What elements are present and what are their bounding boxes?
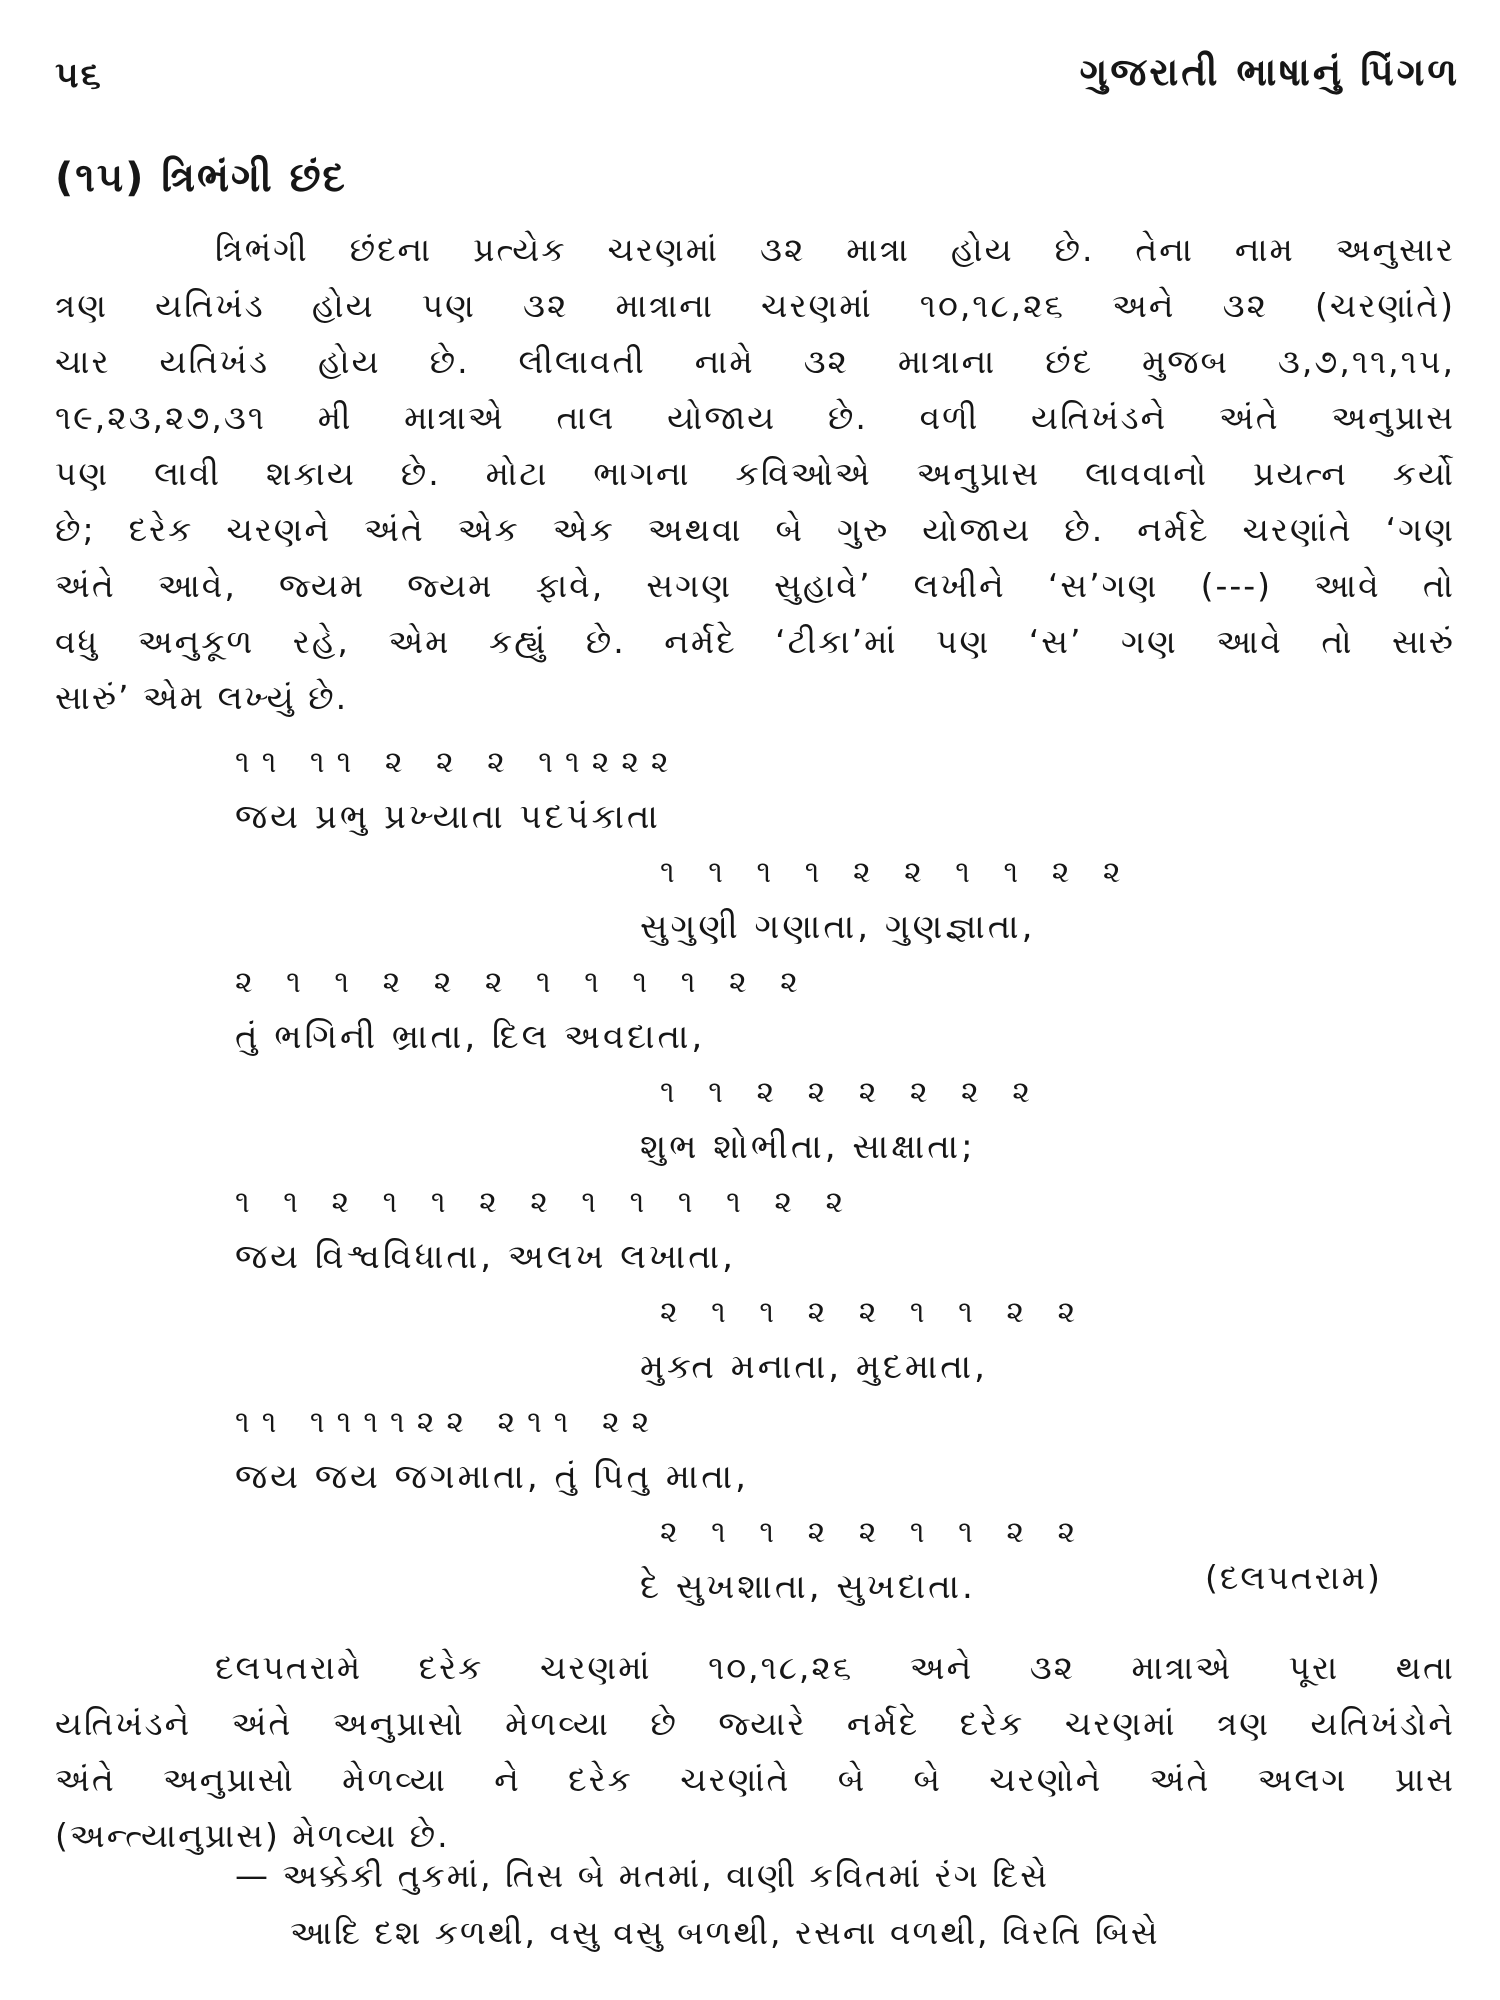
running-book-title: ગુજરાતી ભાષાનું પિંગળ [1079,50,1460,94]
intro-paragraph [55,222,1455,726]
paragraph-line: દલપતરામે દરેક ચરણમાં ૧૦,૧૮,૨૬ અને ૩૨ માત્રાએ પૂરા થતા [215,1648,1455,1687]
section-heading: (૧૫) ત્રિભંગી છંદ [55,155,347,201]
verse-line: જય જય જગમાતા, તું પિતુ માતા, [235,1457,749,1497]
paragraph-line: ત્રણ યતિખંડ હોય પણ ૩૨ માત્રાના ચરણમાં ૧૦,૧૮,૨૬ અને ૩૨ (ચરણાંતે) [55,286,1455,325]
paragraph-line: પણ લાવી શકાય છે. મોટા ભાગના કવિઓએ અનુપ્રાસ લાવવાનો પ્રયત્ન કર્યો [55,454,1455,493]
verse-scansion: ૧૧ ૧૧૧૧૨૨ ૨૧૧ ૨૨ [235,1405,662,1440]
paragraph-line: ચાર યતિખંડ હોય છે. લીલાવતી નામે ૩૨ માત્રાના છંદ મુજબ ૩,૭,૧૧,૧૫, [55,342,1455,381]
verse-scansion: ૧૧ ૧૧ ૨ ૨ ૨ ૧૧૨૨૨ [235,745,681,780]
paragraph-line: અંતે આવે, જ્યમ જ્યમ ફાવે, સગણ સુહાવે’ લખીને ‘સ’ગણ (---) આવે તો [55,566,1455,605]
verse-line: જય પ્રભુ પ્રખ્યાતા પદપંકાતા [235,797,661,837]
page-number: ૫૬ [55,55,103,96]
verse-attribution: (દલપતરામ) [1205,1558,1382,1597]
verse-line: મુક્ત મનાતા, મુદમાતા, [640,1347,988,1387]
paragraph-line: ત્રિભંગી છંદના પ્રત્યેક ચરણમાં ૩૨ માત્રા હોય છે. તેના નામ અનુસાર [215,230,1455,269]
verse-line: સુગુણી ગણાતા, ગુણજ્ઞાતા, [640,907,1036,947]
verse-scansion: ૧ ૧ ૧ ૧ ૨ ૨ ૧ ૧ ૨ ૨ [660,855,1133,890]
paragraph-line: અંતે અનુપ્રાસો મેળવ્યા ને દરેક ચરણાંતે બે બે ચરણોને અંતે અલગ પ્રાસ [55,1760,1455,1799]
paragraph-line: છે; દરેક ચરણને અંતે એક એક અથવા બે ગુરુ યોજાય છે. નર્મદે ચરણાંતે ‘ગણ [55,510,1455,549]
verse-line: તું ભગિની ભ્રાતા, દિલ અવદાતા, [235,1017,706,1057]
paragraph-line: વધુ અનુકૂળ રહે, એમ કહ્યું છે. નર્મદે ‘ટીકા’માં પણ ‘સ’ ગણ આવે તો સારું [55,622,1455,661]
verse-scansion: ૨ ૧ ૧ ૨ ૨ ૧ ૧ ૨ ૨ [660,1515,1088,1550]
closing-paragraph [55,1640,1455,1864]
quote-line: આદિ દશ કળથી, વસુ વસુ બળથી, રસના વળથી, વિરતિ બિસે [290,1913,1160,1952]
verse-scansion: ૧ ૧ ૨ ૧ ૧ ૨ ૨ ૧ ૧ ૧ ૧ ૨ ૨ [235,1185,856,1220]
verse-line: જય વિશ્વવિધાતા, અલખ લખાતા, [235,1237,736,1277]
verse-scansion: ૧ ૧ ૨ ૨ ૨ ૨ ૨ ૨ [660,1075,1042,1110]
quote-line: — અક્કેકી તુકમાં, તિસ બે મતમાં, વાણી કવિતમાં રંગ દિસે [235,1856,1049,1895]
paragraph-line: સારું’ એમ લખ્યું છે. [55,678,349,717]
verse-line: દે સુખશાતા, સુખદાતા. [640,1567,976,1607]
paragraph-line: (અન્ત્યાનુપ્રાસ) મેળવ્યા છે. [55,1816,450,1855]
paragraph-line: યતિખંડને અંતે અનુપ્રાસો મેળવ્યા છે જ્યારે નર્મદે દરેક ચરણમાં ત્રણ યતિખંડોને [55,1704,1455,1743]
verse-scansion: ૨ ૧ ૧ ૨ ૨ ૧ ૧ ૨ ૨ [660,1295,1088,1330]
verse-line: શુભ શોભીતા, સાક્ષાતા; [640,1127,976,1167]
verse-scansion: ૨ ૧ ૧ ૨ ૨ ૨ ૧ ૧ ૧ ૧ ૨ ૨ [235,965,810,1000]
paragraph-line: ૧૯,૨૩,૨૭,૩૧ મી માત્રાએ તાલ યોજાય છે. વળી યતિખંડને અંતે અનુપ્રાસ [55,398,1455,437]
